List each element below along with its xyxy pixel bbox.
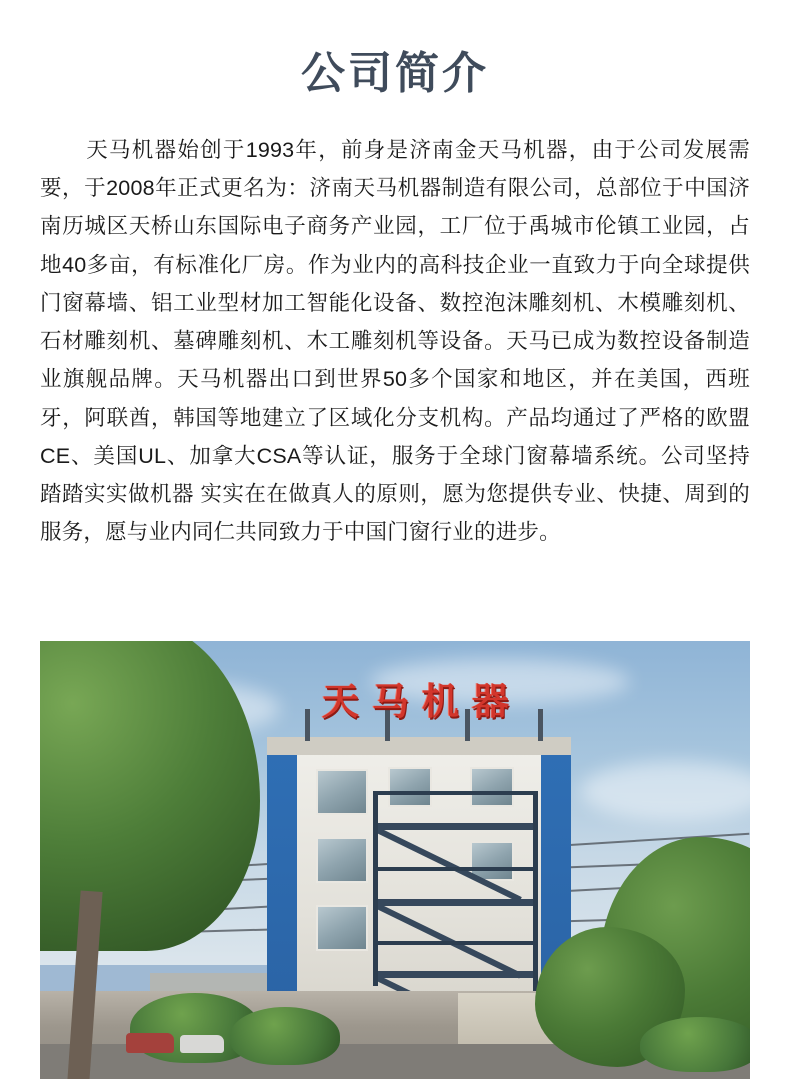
car-white — [180, 1035, 224, 1053]
window-3 — [316, 905, 368, 951]
window-2 — [316, 837, 368, 883]
window-5 — [470, 767, 514, 807]
stair-rail-top-bar — [373, 791, 538, 795]
stair-landing-top — [373, 823, 538, 830]
photo-canvas — [40, 641, 750, 1079]
window-4 — [388, 767, 432, 807]
bush-right — [640, 1017, 750, 1072]
window-1 — [316, 769, 368, 815]
company-intro-paragraph — [40, 131, 750, 552]
factory-photo — [40, 641, 750, 1079]
page-title: 公司简介 — [301, 49, 489, 98]
stair-rail-vertical-right — [533, 791, 538, 991]
bush-center — [230, 1007, 340, 1065]
stair-rail-low-bar — [373, 941, 538, 945]
tree-foliage-left — [40, 641, 260, 951]
rooftop-sign-text: 天马机器 — [322, 680, 522, 723]
stair-rail-vertical-left — [373, 791, 378, 986]
company-intro-text: 天马机器始创于1993年，前身是济南金天马机器，由于公司发展需要，于2008年正式更名为：济南天马机器制造有限公司，总部位于中国济南历城区天桥山东国际电子商务产业园，工厂位于禹城市伦镇工业园，占地40多亩，有标准化厂房。作为业内的高科技企业一直致力于向全球提供门窗幕墙、铝工业型材加工智能化设备、数控泡沫雕刻机、木模雕刻机、石材雕刻机、墓碑雕刻机、木工雕刻机等设备。天马已成为数控设备制造业旗舰品牌。天马机器出口到世界50多个国家和地区，并在美国，西班牙，阿联酋，韩国等地建立了区域化分支机构。产品均通过了严格的欧盟CE、美国UL、加拿大CSA等认证，服务于全球门窗幕墙系统。公司坚持踏踏实实做机器 实实在在做真人的原则，愿为您提供专业、快捷、周到的服务，愿与业内同仁共同致力于中国门窗行业的进步。 — [40, 137, 750, 545]
stair-rail-mid-bar — [373, 867, 538, 871]
car-red — [126, 1033, 174, 1053]
building-parapet — [267, 737, 571, 755]
